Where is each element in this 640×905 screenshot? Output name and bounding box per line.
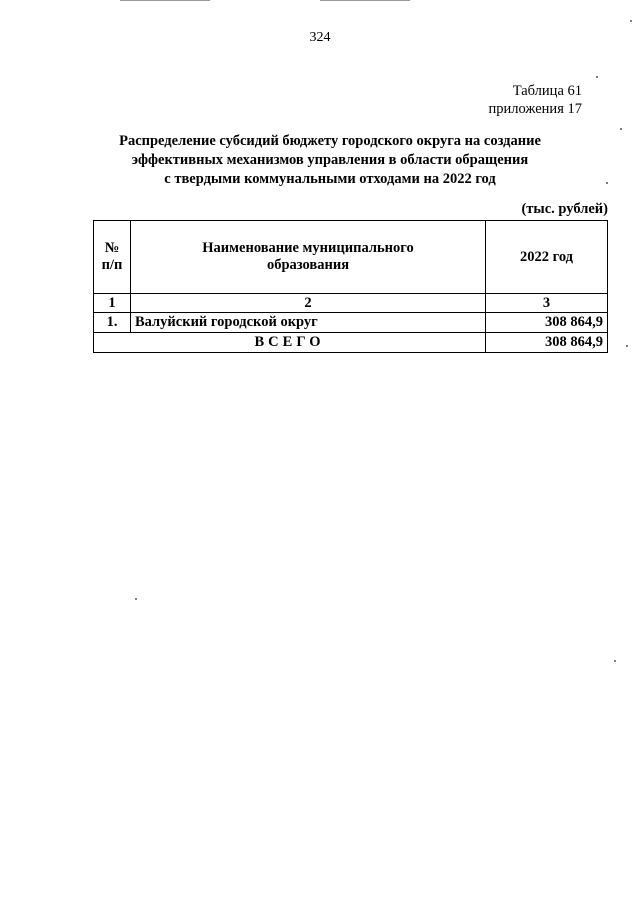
row-number: 1. xyxy=(94,313,131,333)
scan-speck xyxy=(630,20,632,22)
column-index: 2 xyxy=(131,294,486,313)
title-line: эффективных механизмов управления в области обращения xyxy=(131,152,529,168)
header-year: 2022 год xyxy=(486,221,608,294)
total-value: 308 864,9 xyxy=(486,333,608,353)
page-number: 324 xyxy=(309,30,331,45)
title-line: с твердыми коммунальными отходами на 2022 год xyxy=(164,171,496,187)
total-label: ВСЕГО xyxy=(94,333,486,353)
table-reference-appendix: приложения 17 xyxy=(488,101,582,117)
total-row xyxy=(94,333,608,353)
scan-speck xyxy=(606,182,608,184)
scan-speck xyxy=(626,345,628,347)
units-label: (тыс. рублей) xyxy=(521,201,608,217)
column-index-row xyxy=(94,294,608,313)
scan-edge-mark xyxy=(120,0,210,1)
row-municipality: Валуйский городской округ xyxy=(131,313,486,333)
column-index: 1 xyxy=(94,294,131,313)
scan-speck xyxy=(614,660,616,662)
scan-speck xyxy=(620,128,622,130)
scan-speck xyxy=(135,598,137,600)
header-number: № п/п xyxy=(94,221,131,294)
table-reference xyxy=(489,82,582,118)
table-reference-number: Таблица 61 xyxy=(512,83,582,99)
subsidy-table xyxy=(93,220,608,353)
scan-speck xyxy=(596,76,598,78)
scan-edge-mark xyxy=(320,0,410,1)
header-name: Наименование муниципального образования xyxy=(131,221,486,294)
column-index: 3 xyxy=(486,294,608,313)
table-row xyxy=(94,313,608,333)
row-value: 308 864,9 xyxy=(486,313,608,333)
title-line: Распределение субсидий бюджету городского округа на создание xyxy=(119,133,541,149)
table-header-row xyxy=(94,221,608,294)
document-title xyxy=(95,132,565,189)
